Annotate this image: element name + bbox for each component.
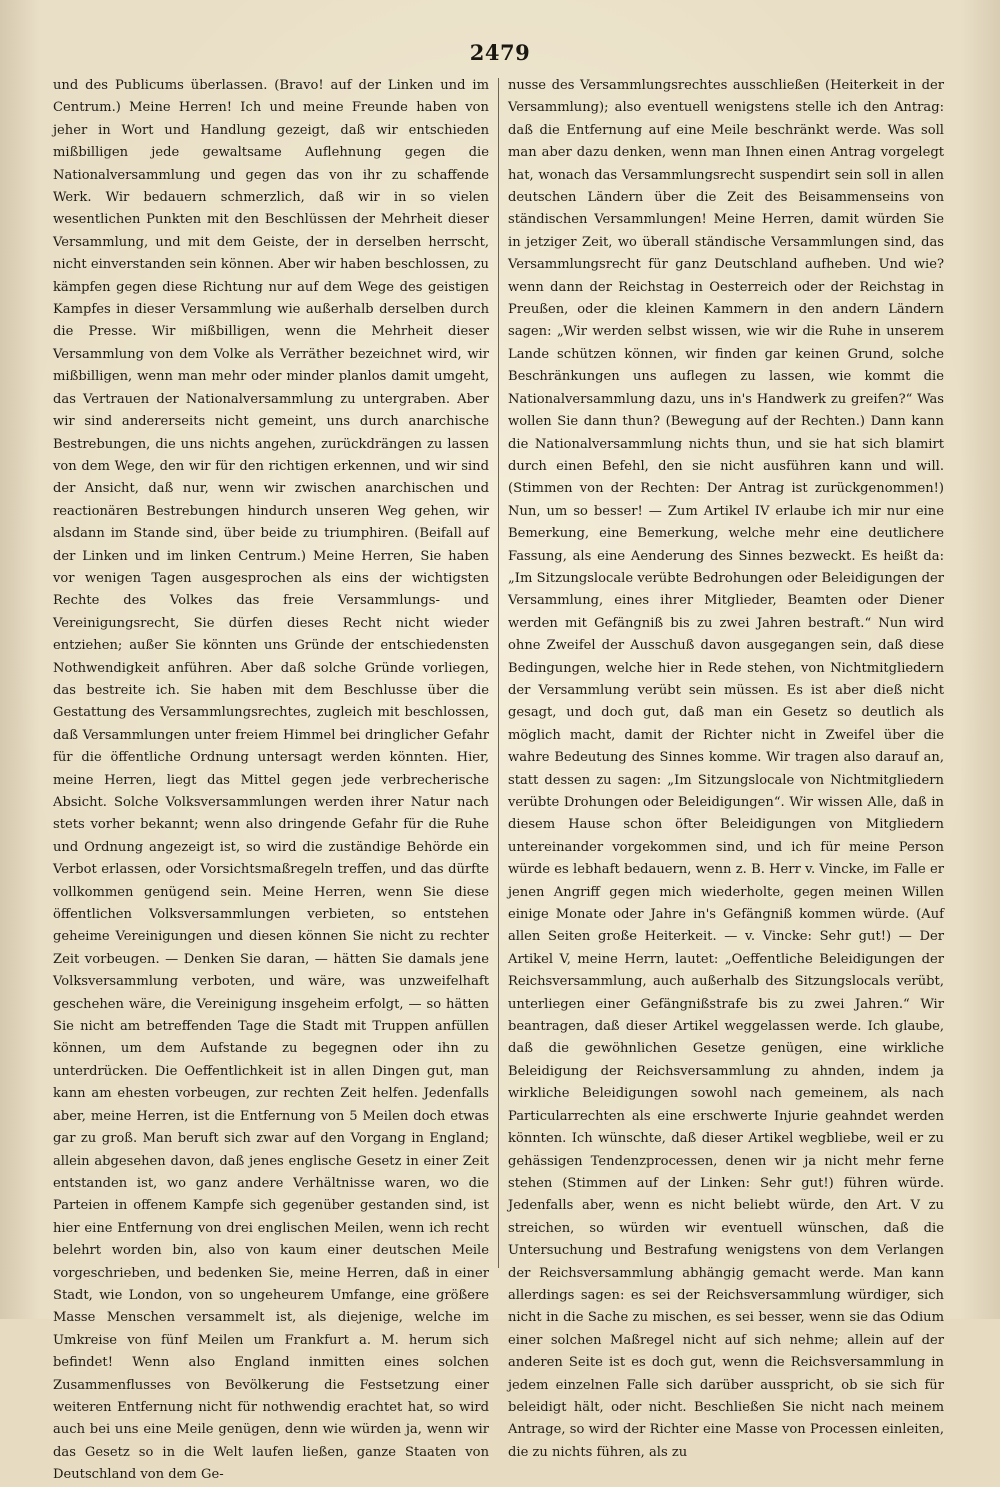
right-column-text: nusse des Versammlungsrechtes ausschließen (Heiterkeit in der Versammlung); also eventuell wenigstens stelle ich den Antrag: daß die Entfernung auf eine Meile beschränkt werde. Was soll man aber dazu denken, wenn man Ihnen einen Antrag vorgelegt hat, wonach das Versammlungsrecht suspendirt sein soll in allen deutschen Ländern über die Zeit des Beisammenseins von ständischen Versammlungen! Meine Herren, damit würden Sie in jetziger Zeit, wo überall ständische Versammlungen sind, das Versammlungsrecht für ganz Deutschland aufheben. Und wie? wenn dann der Reichstag in Oesterreich oder der Reichstag in Preußen, oder die kleinen Kammern in den andern Ländern sagen: „Wir werden selbst wissen, wie wir die Ruhe in unserem Lande schützen können, wir finden gar keinen Grund, solche Beschränkungen uns auflegen zu lassen, wie kommt die Nationalversammlung dazu, uns in's Handwerk zu greifen?“ Was wollen Sie dann thun? (Bewegung auf der Rechten.) Dann kann die Nationalversammlung nichts thun, und sie hat sich blamirt durch einen Befehl, den sie nicht ausführen kann und will. (Stimmen von der Rechten: Der Antrag ist zurückgenommen!) Nun, um so besser! — Zum Artikel IV erlaube ich mir nur eine Bemerkung, eine Bemerkung, welche mehr eine deutlichere Fassung, als eine Aenderung des Sinnes bezweckt. Es heißt da: „Im Sitzungslocale verübte Bedrohungen oder Beleidigungen der Versammlung, eines ihrer Mitglieder, Beamten oder Diener werden mit Gefängniß bis zu zwei Jahren bestraft.“ Nun wird ohne Zweifel der Ausschuß davon ausgegangen sein, daß diese Bedingungen, welche hier in Rede stehen, von Nichtmitgliedern der Versammlung verübt sein müssen. Es ist aber dieß nicht gesagt, und doch gut, daß man ein Gesetz so deutlich als möglich macht, damit der Richter nicht in Zweifel über die wahre Bedeutung des Sinnes komme. Wir tragen also darauf an, statt dessen zu sagen: „Im Sitzungslocale von Nichtmitgliedern verübte Drohungen oder Beleidigungen“. Wir wissen Alle, daß in diesem Hause schon öfter Beleidigungen von Mitgliedern untereinander vorgekommen sind, und ich für meine Person würde es lebhaft bedauern, wenn z. B. Herr v. Vincke, im Falle er jenen Angriff gegen mich wiederholte, gegen meinen Willen einige Monate oder Jahre in's Gefängniß kommen würde. (Auf allen Seiten große Heiterkeit. — v. Vincke: Sehr gut!) — Der Artikel V, meine Herrn, lautet: „Oeffentliche Beleidigungen der Reichsversammlung, auch außerhalb des Sitzungslocals verübt, unterliegen einer Gefängnißstrafe bis zu zwei Jahren.“ Wir beantragen, daß dieser Artikel weggelassen werde. Ich glaube, daß die gewöhnlichen Gesetze genügen, eine wirkliche Beleidigung der Reichsversammlung zu ahnden, indem ja wirkliche Beleidigungen sowohl nach gemeinem, als nach Particularrechten als eine erschwerte Injurie geahndet werden könnten. Ich wünschte, daß dieser Artikel wegbliebe, weil er zu gehässigen Tendenzprocessen, denen wir ja nicht mehr ferne stehen (Stimmen auf der Linken: Sehr gut!) führen würde. Jedenfalls aber, wenn es nicht beliebt würde, den Art. V zu streichen, so würden wir eventuell wünschen, daß die Untersuchung und Bestrafung wenigstens von dem Verlangen der Reichsversammlung abhängig gemacht werde. Man kann allerdings sagen: es sei der Reichsversammlung würdiger, sich nicht in die Sache zu mischen, es sei besser, wenn sie das Odium einer solchen Maßregel nicht auf sich nehme; allein auf der anderen Seite ist es doch gut, wenn die Reichsversammlung in jedem einzelnen Falle sich darüber ausspricht, ob sie sich für beleidigt hält, oder nicht. Beschließen Sie nicht nach meinem Antrage, so wird der Richter eine Masse von Processen einleiten, die zu nichts führen, als zu [508, 78, 944, 1460]
left-column-text: und des Publicums überlassen. (Bravo! auf der Linken und im Centrum.) Meine Herren! Ich und meine Freunde haben von jeher in Wort und Handlung gezeigt, daß wir entschieden mißbilligen jede gewaltsame Auflehnung gegen die Nationalversammlung und gegen das von ihr zu schaffende Werk. Wir bedauern schmerzlich, daß wir in so vielen wesentlichen Punkten mit den Beschlüssen der Mehrheit dieser Versammlung, und mit dem Geiste, der in derselben herrscht, nicht einverstanden sein können. Aber wir haben beschlossen, zu kämpfen gegen diese Richtung nur auf dem Wege des geistigen Kampfes in dieser Versammlung wie außerhalb derselben durch die Presse. Wir mißbilligen, wenn die Mehrheit dieser Versammlung von dem Volke als Verräther bezeichnet wird, wir mißbilligen, wenn man mehr oder minder planlos damit umgeht, das Vertrauen der Nationalversammlung zu untergraben. Aber wir sind andererseits nicht gemeint, uns durch anarchische Bestrebungen, die uns nichts angehen, zurückdrängen zu lassen von dem Wege, den wir für den richtigen erkennen, und wir sind der Ansicht, daß nur, wenn wir zwischen anarchischen und reactionären Bestrebungen hindurch unseren Weg gehen, wir alsdann im Stande sind, über beide zu triumphiren. (Beifall auf der Linken und im linken Centrum.) Meine Herren, Sie haben vor wenigen Tagen ausgesprochen als eins der wichtigsten Rechte des Volkes das freie Versammlungs- und Vereinigungsrecht, Sie dürfen dieses Recht nicht wieder entziehen; außer Sie könnten uns Gründe der entschiedensten Nothwendigkeit anführen. Aber daß solche Gründe vorliegen, das bestreite ich. Sie haben mit dem Beschlusse über die Gestattung des Versammlungsrechtes, zugleich mit beschlossen, daß Versammlungen unter freiem Himmel bei dringlicher Gefahr für die öffentliche Ordnung untersagt werden könnten. Hier, meine Herren, liegt das Mittel gegen jede verbrecherische Absicht. Solche Volksversammlungen werden ihrer Natur nach stets vorher bekannt; wenn also dringende Gefahr für die Ruhe und Ordnung angezeigt ist, so wird die zuständige Behörde ein Verbot erlassen, oder Vorsichtsmaßregeln treffen, und das dürfte vollkommen genügend sein. Meine Herren, wenn Sie diese öffentlichen Volksversammlungen verbieten, so entstehen geheime Vereinigungen und diesen können Sie nicht zu rechter Zeit vorbeugen. — Denken Sie daran, — hätten Sie damals jene Volksversammlung verboten, und wäre, was unzweifelhaft geschehen wäre, die Vereinigung insgeheim erfolgt, — so hätten Sie nicht am betreffenden Tage die Stadt mit Truppen anfüllen können, um dem Aufstande zu begegnen oder ihn zu unterdrücken. Die Oeffentlichkeit ist in allen Dingen gut, man kann am ehesten vorbeugen, zur rechten Zeit helfen. Jedenfalls aber, meine Herren, ist die Entfernung von 5 Meilen doch etwas gar zu groß. Man beruft sich zwar auf den Vorgang in England; allein abgesehen davon, daß jenes englische Gesetz in einer Zeit entstanden ist, wo ganz andere Verhältnisse waren, wo die Parteien in offenem Kampfe sich gegenüber gestanden sind, ist hier eine Entfernung von drei englischen Meilen, wenn ich recht belehrt worden bin, also von kaum einer deutschen Meile vorgeschrieben, und bedenken Sie, meine Herren, daß in einer Stadt, wie London, von so ungeheurem Umfange, eine größere Masse Menschen versammelt ist, als diejenige, welche im Umkreise von fünf Meilen um Frankfurt a. M. herum sich befindet! Wenn also England inmitten eines solchen Zusammenflusses von Bevölkerung die Festsetzung einer weiteren Entfernung nicht für nothwendig erachtet hat, so wird auch bei uns eine Meile genügen, denn wie würden ja, wenn wir das Gesetz so in die Welt laufen ließen, ganze Staaten von Deutschland von dem Ge- [53, 78, 489, 1483]
right-column [508, 75, 944, 1460]
page-number: 2479 [469, 40, 531, 65]
left-column [53, 75, 489, 1483]
column-divider [498, 78, 499, 1268]
